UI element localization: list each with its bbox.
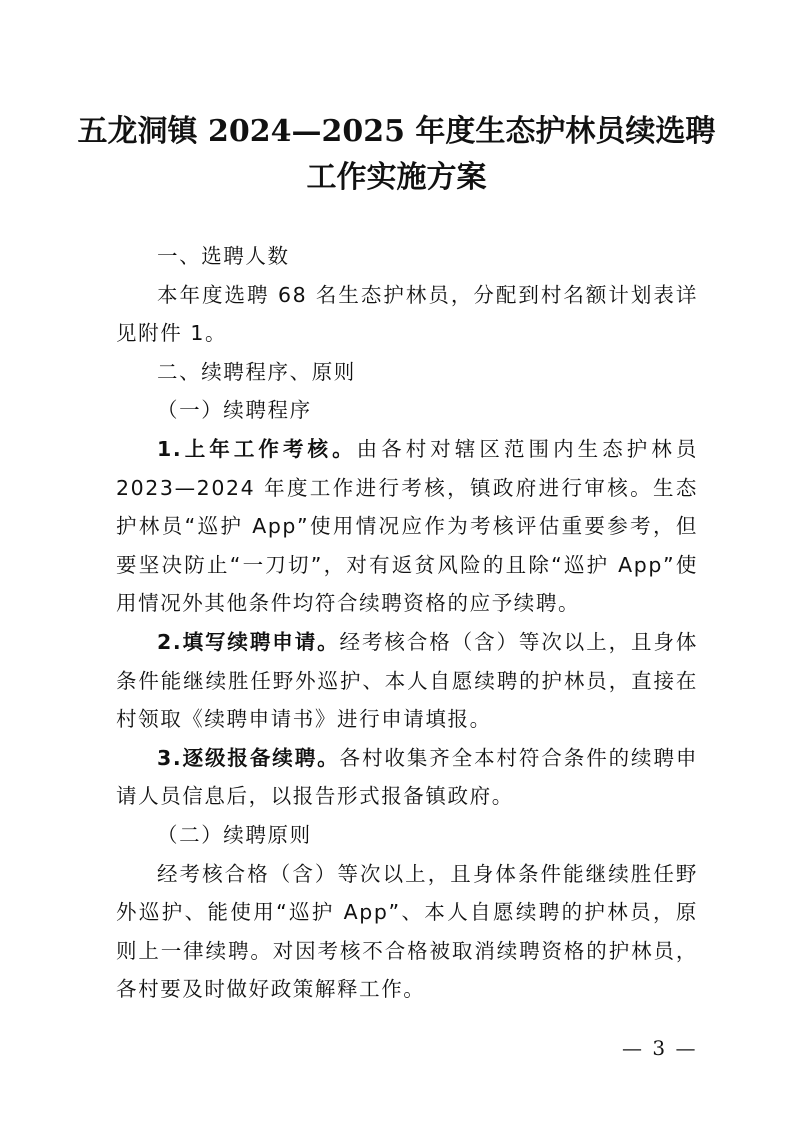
item-2-lead: 2.填写续聘申请。 (157, 629, 340, 654)
section-2-heading: 二、续聘程序、原则 (157, 359, 356, 384)
subsection-2-heading: （二）续聘原则 (157, 822, 312, 847)
document-title-line-2: 工作实施方案 (306, 160, 487, 195)
subsection-2-paragraph: 经考核合格（含）等次以上，且身体条件能继续胜任野外巡护、能使用“巡护 App”、本人自愿续聘的护林员，原则上一律续聘。对因考核不合格被取消续聘资格的护林员，各村要及时做好政策解释工作。 (116, 861, 698, 1002)
section-1-paragraph: 本年度选聘 68 名生态护林员，分配到村名额计划表详见附件 1。 (116, 282, 698, 346)
item-3-text: 各村收集齐全本村符合条件的续聘申请人员信息后，以报告形式报备镇政府。 (116, 745, 698, 809)
page-number: — 3 — (622, 1036, 698, 1060)
item-3-lead: 3.逐级报备续聘。 (157, 745, 340, 770)
item-1-text: 由各村对辖区范围内生态护林员 2023—2024 年度工作进行考核，镇政府进行审核。生态护林员“巡护 App”使用情况应作为考核评估重要参考，但要坚决防止“一刀切”，对有返贫风险的且除“巡护 App”使用情况外其他条件均符合续聘资格的应予续聘。 (116, 436, 698, 616)
subsection-1-heading: （一）续聘程序 (157, 398, 312, 423)
item-2-paragraph (116, 623, 698, 739)
document-title-line-1: 五龙洞镇 2024—2025 年度生态护林员续选聘 (77, 114, 716, 149)
item-1-paragraph (116, 430, 698, 623)
item-3-paragraph (116, 739, 698, 816)
item-1-lead: 1.上年工作考核。 (157, 436, 357, 461)
item-2-text: 经考核合格（含）等次以上，且身体条件能继续胜任野外巡护、本人自愿续聘的护林员，直接在村领取《续聘申请书》进行申请填报。 (116, 629, 698, 732)
section-1-heading: 一、选聘人数 (157, 244, 290, 268)
document-body (116, 237, 698, 1009)
